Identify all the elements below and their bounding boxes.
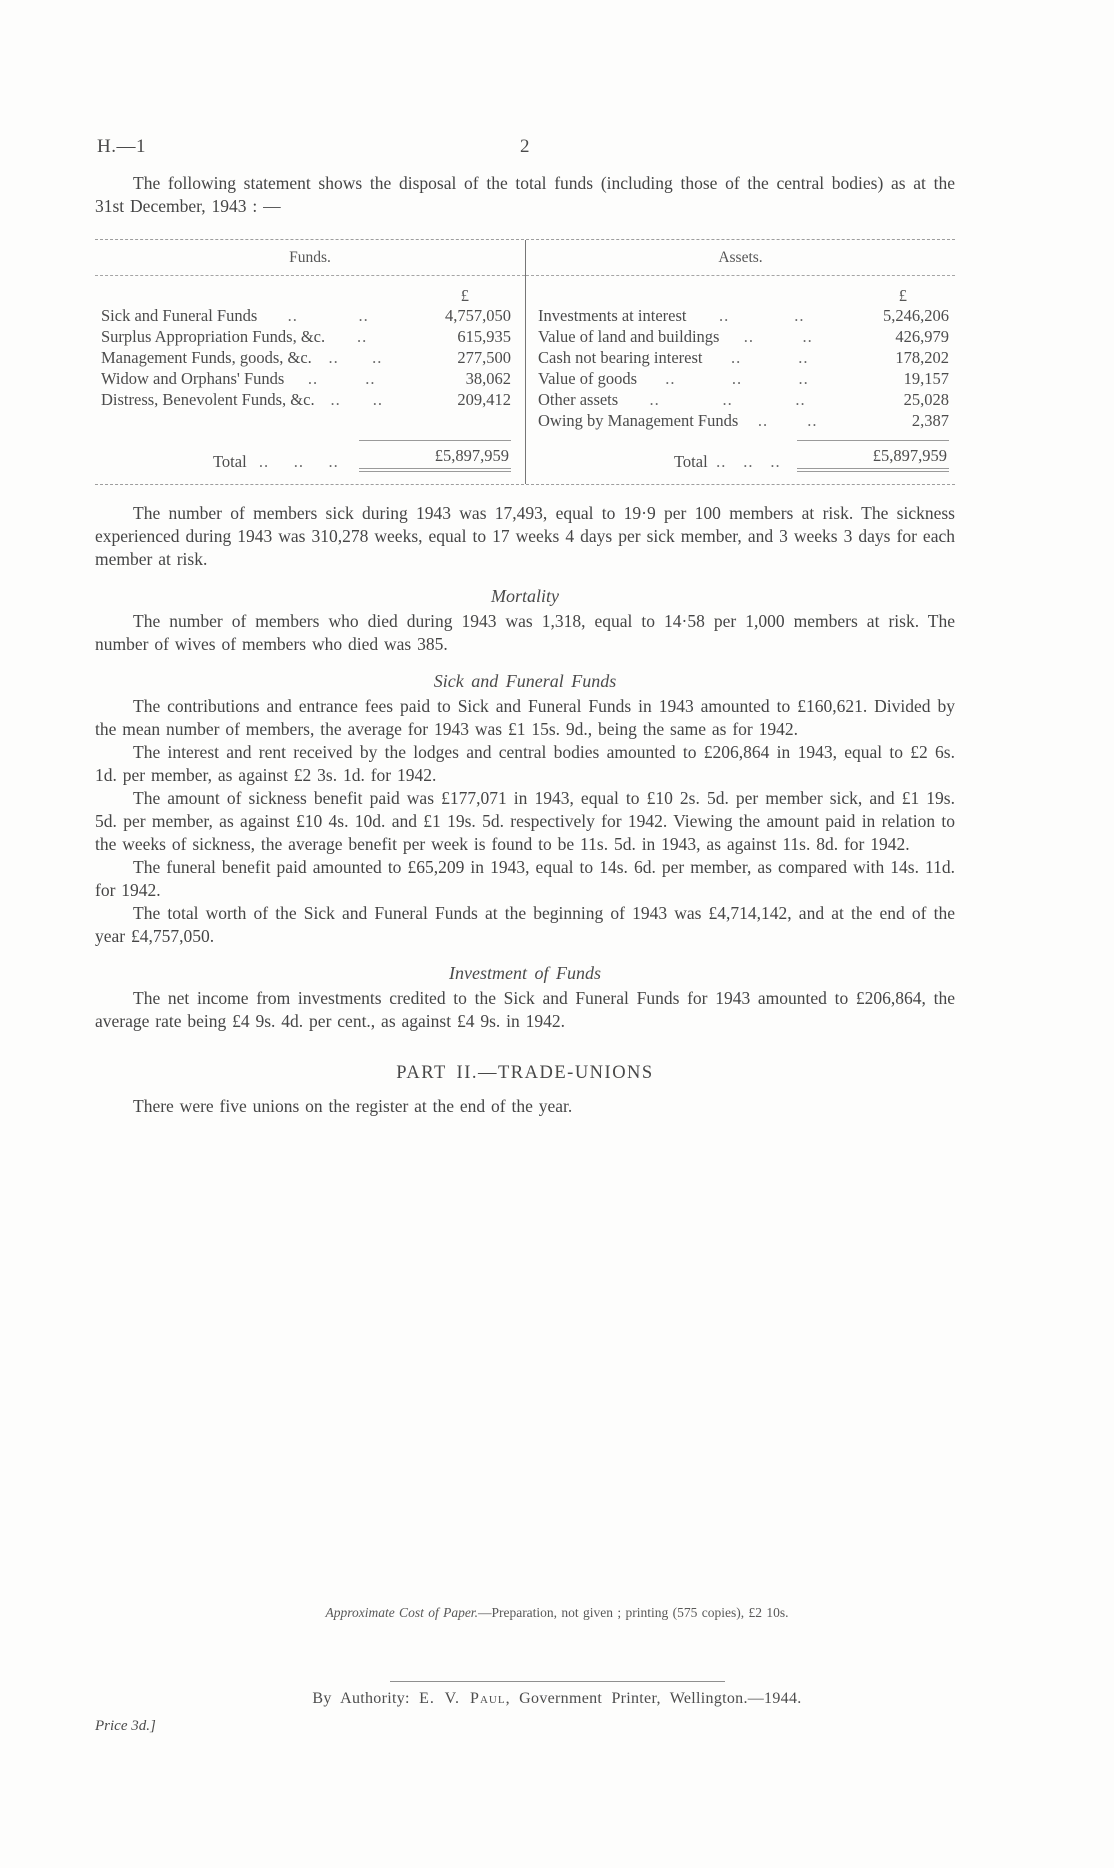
currency-symbol: £	[898, 286, 907, 305]
dot-leaders	[703, 347, 837, 368]
table-row	[101, 347, 511, 368]
interest-rent-paragraph: The interest and rent received by the lodges and central bodies amounted to £206,864 in 1943, equal to £2 6s. 1d. per member, as against £2 3s. 1d. for 1942.	[95, 742, 955, 785]
assets-rows	[538, 305, 949, 431]
funeral-benefit-paragraph: The funeral benefit paid amounted to £65,209 in 1943, equal to 14s. 6d. per member, as compared with 14s. 11d. for 1942.	[95, 857, 955, 900]
cost-note-lead: Approximate Cost of Paper.	[325, 1605, 478, 1620]
investment-paragraph: The net income from investments credited to the Sick and Funeral Funds for 1943 amounted to £206,864, the average rate being £4 9s. 4d. per cent., as against £4 9s. in 1942.	[95, 988, 955, 1031]
imprint-line	[0, 1690, 1114, 1708]
dot-leaders	[312, 347, 399, 368]
mortality-paragraph: The number of members who died during 1943 was 1,318, equal to 14·58 per 1,000 members at risk. The number of wives of members who died was 385.	[95, 611, 955, 654]
authority-suffix: , Government Printer, Wellington.—1944.	[505, 1690, 802, 1707]
row-value: 209,412	[457, 390, 511, 409]
table-row	[538, 389, 949, 410]
page-number: 2	[520, 136, 530, 157]
funds-assets-table	[95, 239, 955, 485]
investment-heading: Investment of Funds	[449, 963, 601, 983]
table-row	[101, 305, 511, 326]
table-row	[538, 347, 949, 368]
dot-leaders	[257, 305, 399, 326]
dot-leaders	[686, 305, 837, 326]
table-row	[101, 389, 511, 410]
table-row	[101, 326, 511, 347]
total-label: Total	[674, 452, 708, 471]
assets-total-value: £5,897,959	[789, 440, 949, 472]
funds-column-header: Funds.	[95, 240, 525, 276]
row-value: 426,979	[895, 327, 949, 346]
row-label: Value of land and buildings	[538, 327, 720, 346]
funds-total-value: £5,897,959	[351, 440, 511, 472]
row-value: 178,202	[895, 348, 949, 367]
total-worth-paragraph: The total worth of the Sick and Funeral Funds at the beginning of 1943 was £4,714,142, and at the end of the year £4,757,050.	[95, 903, 955, 946]
table-row	[538, 305, 949, 326]
page-content	[95, 0, 955, 1118]
table-row	[101, 368, 511, 389]
row-value: 2,387	[911, 411, 949, 430]
row-value: 615,935	[457, 327, 511, 346]
page-header	[95, 136, 955, 160]
row-label: Surplus Appropriation Funds, &c.	[101, 327, 326, 346]
dot-leaders	[637, 368, 837, 389]
currency-symbol: £	[460, 286, 469, 305]
total-label: Total	[213, 452, 247, 471]
trade-unions-paragraph: There were five unions on the register at the end of the year.	[133, 1096, 573, 1116]
dot-leaders	[719, 326, 837, 347]
assets-column-header: Assets.	[526, 240, 955, 276]
dot-leaders	[315, 389, 399, 410]
funds-rows	[101, 305, 511, 431]
row-label: Value of goods	[538, 369, 637, 388]
table-row	[538, 368, 949, 389]
funds-column-body	[95, 276, 525, 484]
sickness-benefit-paragraph: The amount of sickness benefit paid was £177,071 in 1943, equal to £10 2s. 5d. per member sick, and £1 19s. 5d. per member, as against £10 4s. 10d. and £1 19s. 5d. respectively for 1942. Viewing the amount paid in relation to the weeks of sickness, the average benefit per week is found to be 11s. 5d. in 1943, as against 11s. 8d. for 1942.	[95, 788, 955, 854]
dot-leaders	[738, 410, 837, 431]
row-label: Distress, Benevolent Funds, &c.	[101, 390, 315, 409]
row-value: 277,500	[457, 348, 511, 367]
row-value: 25,028	[903, 390, 949, 409]
row-value: 4,757,050	[445, 306, 511, 325]
funds-column	[95, 240, 525, 484]
sick-funeral-heading: Sick and Funeral Funds	[433, 671, 617, 691]
table-row	[538, 410, 949, 431]
funds-total-row	[101, 440, 511, 472]
row-label: Management Funds, goods, &c.	[101, 348, 312, 367]
row-label: Cash not bearing interest	[538, 348, 703, 367]
cost-note-rest: —Preparation, not given ; printing (575 copies), £2 10s.	[477, 1605, 789, 1620]
row-label: Widow and Orphans' Funds	[101, 369, 285, 388]
sickness-paragraph: The number of members sick during 1943 was 17,493, equal to 19·9 per 100 members at risk. The sickness experienced during 1943 was 310,278 weeks, equal to 17 weeks 4 days per sick member, and 3 weeks 3 days for each member at risk.	[95, 503, 955, 569]
imprint-rule	[390, 1681, 725, 1682]
assets-column-body	[526, 276, 955, 484]
row-label: Investments at interest	[538, 306, 687, 325]
printer-name: E. V. Paul	[419, 1690, 506, 1707]
part-two-heading: PART II.—TRADE-UNIONS	[396, 1063, 654, 1083]
row-label: Sick and Funeral Funds	[101, 306, 258, 325]
row-value: 19,157	[903, 369, 949, 388]
dot-leaders	[618, 389, 837, 410]
mortality-heading: Mortality	[491, 586, 559, 606]
row-label: Owing by Management Funds	[538, 411, 739, 430]
dot-leaders	[284, 368, 399, 389]
dot-leaders	[325, 326, 399, 347]
intro-paragraph: The following statement shows the disposal of the total funds (including those of the central bodies) as at the 31st December, 1943 : —	[95, 173, 955, 216]
cost-of-paper-note	[0, 1605, 1114, 1621]
assets-column	[525, 240, 955, 484]
table-row	[538, 326, 949, 347]
dot-leaders	[247, 451, 351, 472]
row-value: 5,246,206	[883, 306, 949, 325]
row-label: Other assets	[538, 390, 619, 409]
dot-leaders	[708, 451, 789, 472]
row-value: 38,062	[465, 369, 511, 388]
document-reference: H.—1	[97, 136, 146, 157]
assets-total-row	[538, 440, 949, 472]
authority-prefix: By Authority:	[312, 1690, 420, 1707]
price-note: Price 3d.]	[95, 1718, 156, 1734]
contributions-paragraph: The contributions and entrance fees paid to Sick and Funeral Funds in 1943 amounted to £160,621. Divided by the mean number of members, the average for 1943 was £1 15s. 9d., being the same as for 1942.	[95, 696, 955, 739]
